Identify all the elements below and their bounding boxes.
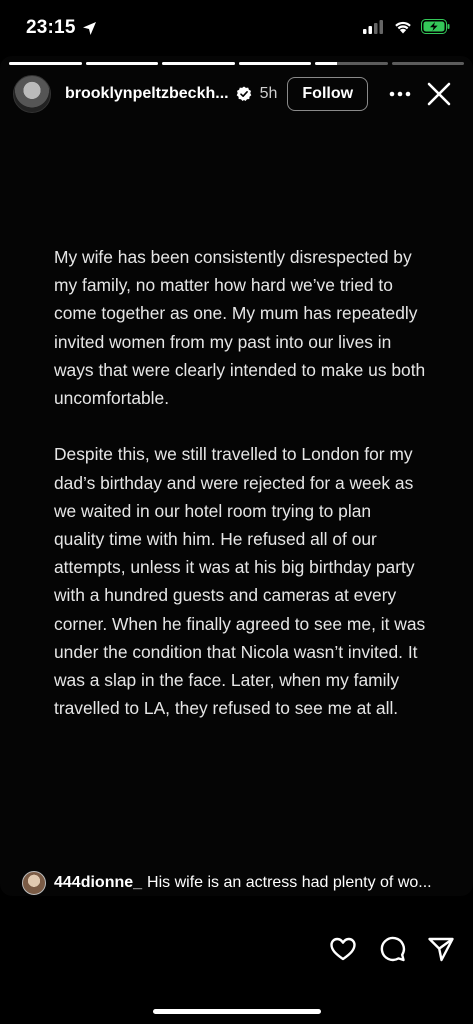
cellular-signal-icon	[363, 20, 385, 34]
status-icons	[363, 19, 451, 34]
avatar[interactable]	[13, 75, 51, 113]
more-options-icon[interactable]	[388, 82, 412, 106]
story-paragraph: My wife has been consistently disrespected by my family, no matter how hard we’ve tried to come together as one. My mum has repeatedly invited women from my past into our lives in ways that were clearly intended to make us both uncomfortable.	[54, 247, 426, 409]
heart-icon[interactable]	[329, 935, 357, 963]
battery-charging-icon	[421, 19, 451, 34]
comment-text: His wife is an actress had plenty of wo...	[147, 874, 432, 891]
story-text	[54, 243, 426, 722]
comment-bubble-icon[interactable]	[378, 935, 406, 963]
story-actions	[329, 935, 455, 963]
story-username[interactable]: brooklynpeltzbeckh...	[65, 85, 229, 102]
share-send-icon[interactable]	[427, 935, 455, 963]
close-icon[interactable]	[426, 81, 452, 107]
story-time-ago: 5h	[259, 85, 278, 102]
progress-segment	[86, 62, 159, 65]
follow-button[interactable]: Follow	[287, 77, 368, 111]
featured-comment[interactable]	[22, 869, 451, 897]
story-paragraph: Despite this, we still travelled to London for my dad’s birthday and were rejected for a week as we waited in our hotel room trying to plan quality time with him. He refused all of our attempts, unless it was at his big birthday party with a hundred guests and cameras at every corner. When he finally agreed to see me, it was under the condition that Nicola wasn’t invited. It was a slap in the face. Later, when my family travelled to LA, they refused to see me at all.	[54, 444, 426, 719]
home-indicator	[153, 1009, 321, 1014]
status-bar	[0, 0, 473, 56]
story-header	[13, 72, 461, 116]
progress-segment	[315, 62, 388, 65]
location-arrow-icon	[82, 21, 97, 36]
clock: 23:15	[26, 17, 76, 38]
story-progress	[9, 62, 464, 65]
comment-avatar	[22, 871, 46, 895]
wifi-icon	[393, 19, 413, 34]
progress-segment	[9, 62, 82, 65]
progress-segment	[392, 62, 465, 65]
comment-username: 444dionne_	[54, 874, 143, 891]
verified-badge-icon	[236, 86, 252, 102]
progress-segment	[239, 62, 312, 65]
status-time	[26, 17, 97, 39]
progress-segment	[162, 62, 235, 65]
